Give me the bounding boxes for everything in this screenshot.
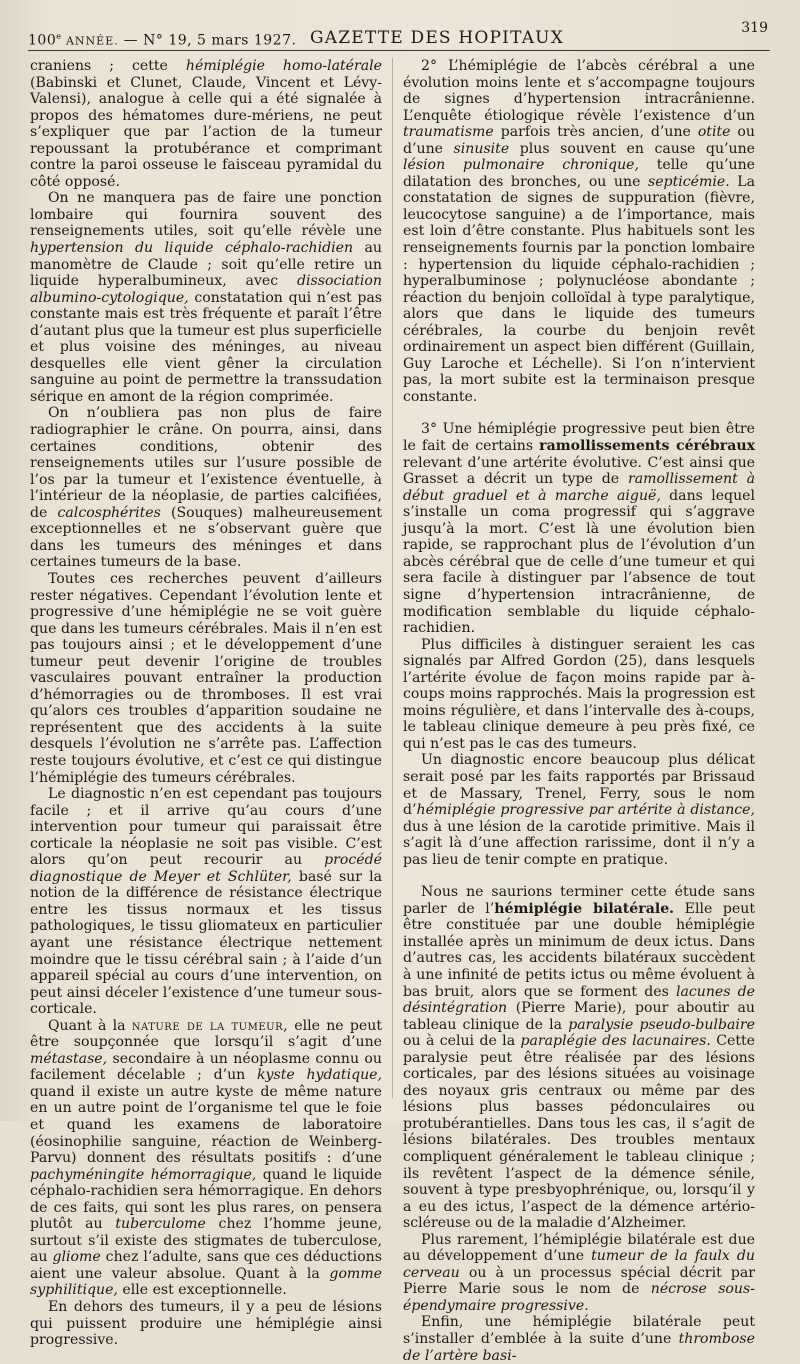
header-rule (28, 50, 770, 51)
paragraph (403, 1314, 755, 1364)
text-run: ou d’une (403, 124, 755, 157)
bold-run: ramollissements cérébraux (539, 438, 755, 455)
text-run: Plus difficiles à distinguer seraient les cas signalés par Alfred Gordon (25), dans lesquels l’artérite évolue de façon moins rapide par à-coups moins rapprochés. Mais la progression est moins régulière, et dans l’intervalle des à-coups, le tableau clinique demeure à peu près fixé, ce qui n’est pas le cas des tumeurs. (403, 636, 755, 752)
text-run: elle ne peut être soupçonnée que lorsqu’il s’agit d’une (30, 1017, 382, 1051)
journal-title: GAZETTE DES HOPITAUX (310, 28, 565, 48)
text-run: ou à un processus spécial décrit par Pierre Marie sous le nom de (403, 1264, 755, 1298)
italic-run: hypertension du liquide céphalo-rachidien (30, 240, 354, 257)
paragraph (30, 571, 382, 786)
text-run: Un diagnostic encore beaucoup plus délicat serait posé par les faits rapportés par Brissaud et de Massary, Trenel, Ferry, sous le nom d’ (403, 752, 755, 819)
italic-run: gomme syphilitique, (30, 1265, 382, 1299)
bold-run: hémiplégie bilatérale. (494, 900, 675, 917)
text-run: craniens ; cette (30, 58, 186, 74)
italic-run: kyste hydatique, (256, 1067, 382, 1084)
italic-run: thrombose de l’artère basi- (403, 1331, 755, 1364)
text-run: chez l’homme jeune, surtout s’il existe des stigmates de tuberculose, au (30, 1216, 383, 1266)
text-run: On ne manquera pas de faire une ponction lombaire qui fournira souvent des renseignements utiles, soit qu’elle révèle une (30, 190, 382, 240)
text-run: dans lequel s’installe un coma progressif qui s’aggrave jusqu’à la mort. C’est là une évolution bien rapide, se rapprochant plus de l’évolution d’un abcès cérébral que de celle d’une tumeur et qui sera facile à distinguer par l’absence de tout signe d’hypertension intracrânienne, de modification semblable du liquide céphalo-rachidien. (403, 487, 755, 637)
paragraph (30, 1018, 382, 1299)
italic-run: procédé diagnostique de Meyer et Schlüter, (30, 852, 382, 885)
text-run: Nous ne saurions terminer cette étude sans parler de l’ (403, 884, 755, 917)
column-divider (392, 58, 393, 1098)
text-run: (Souques) malheureusement exceptionnelles et ne s’observant guère que dans les tumeurs des méninges et dans certaines tumeurs de la base. (30, 504, 382, 571)
text-run: 2° L’hémiplégie de l’abcès cérébral a une évolution moins lente et s’accompagne toujours de signes d’hypertension intracrânienne. L’enquête étiologique révèle l’existence d’un (403, 58, 755, 124)
text-run: Cette paralysie peut être réalisée par des lésions corticales, par des lésions situées au voisinage des noyaux gris centraux ou même par des lésions plus basses pédonculaires ou protubérantielles. Dans tous les cas, il s’agit de lésions bilatérales. Des troubles mentaux compliquent généralement le tableau clinique ; ils revêtent l’aspect de la démence sénile, souvent à type presbyophrénique, ou, lorsqu’il y a eu des ictus, l’aspect de la démence artério-scléreuse ou de la maladie d’Alzheimer. (403, 1033, 755, 1232)
page-header (28, 14, 790, 54)
text-run: (Babinski et Clunet, Claude, Vincent et Lévy-Valensi), analogue à celle qui a été signalée à propos des hématomes dure-mériens, ne peut s’expliquer que par l’action de la tumeur repoussant la protubérance et comprimant contre la paroi osseuse le faisceau pyramidal du côté opposé. (30, 74, 382, 190)
text-run: chez l’adulte, sans que ces déductions aient une valeur absolue. Quant à la (30, 1249, 382, 1282)
year-label: ANNÉE. (61, 34, 119, 48)
italic-run: lacunes de désintégration (403, 983, 755, 1017)
left-column (30, 58, 382, 1349)
paragraph (30, 190, 382, 405)
italic-run: traumatisme (403, 124, 494, 141)
text-run: Toutes ces recherches peuvent d’ailleurs rester négatives. Cependant l’évolution lente et progressive d’une hémiplégie ne se voit guère que dans les tumeurs cérébrales. Mais il n’en est pas toujours ainsi ; et le développement d’une tumeur peut devenir l’origine de troubles vasculaires pouvant entraîner la production d’hémorragies ou de thromboses. Il est vrai qu’alors ces troubles d’apparition soudaine ne représentent que des accidents à la suite desquels l’évolution ne s’arrête pas. L’affection reste toujours évolutive, et c’est ce qui distingue l’hémiplégie des tumeurs cérébrales. (30, 570, 382, 786)
italic-run: hémiplégie homo-latérale (185, 58, 383, 74)
italic-run: tumeur de la faulx du cerveau (403, 1248, 756, 1281)
italic-run: gliome (52, 1249, 101, 1266)
text-run: En dehors des tumeurs, il y a peu de lésions qui puissent produire une hémiplégie ainsi progressive. (30, 1299, 382, 1349)
italic-run: paralysie pseudo-bulbaire (568, 1016, 755, 1033)
text-run: ou à celui de la (403, 1033, 521, 1050)
italic-run: paraplégie des lacunaires. (520, 1033, 711, 1050)
text-run: 3° Une hémiplégie progressive peut bien être le fait de certains (403, 421, 755, 455)
italic-run: sinusite (453, 140, 510, 157)
paragraph (30, 1299, 382, 1349)
italic-run: ramollissement à début graduel et à marche aiguë, (403, 471, 755, 504)
text-run: elle est exceptionnelle. (117, 1282, 287, 1299)
text-run: dus à une lésion de la carotide primitive. Mais il s’agit là d’une affection rarissime, dont il n’y a pas lieu de tenir compte en pratique. (403, 818, 755, 868)
paragraph (403, 884, 755, 1231)
text-run: quand il existe un autre kyste de même nature en un autre point de l’organisme tel que le foie et quand les examens de laboratoire (éosinophilie sanguine, réaction de Weinberg-Parvu) donnent des résultats positifs : d’une (30, 1083, 382, 1167)
paragraph (403, 1232, 755, 1315)
italic-run: dissociation albumino-cytologique, (30, 273, 382, 306)
italic-run: lésion pulmonaire chronique, (403, 157, 639, 174)
italic-run: otite (697, 124, 731, 141)
text-run: La constatation de signes de suppuration (fièvre, leucocytose sanguine) a de l’importance, mais est loin d’être constante. Plus habituels sont les renseignements fournis par la ponction lombaire : hypertension du liquide céphalo-rachidien ; hyperalbuminose ; polynucléose abondante ; réaction du benjoin colloïdal à type paralytique, alors que dans le liquide des tumeurs cérébrales, la courbe du benjoin revêt ordinairement un aspect bien différent (Guillain, Guy Laroche et Léchelle). Si l’on n’intervient pas, la mort subite est la terminaison presque constante. (403, 173, 755, 405)
text-run: Elle peut être constituée par une double hémiplégie installée après un minimum de deux ictus. Dans d’autres cas, les accidents bilatéraux succèdent à une infinité de petits ictus ou même évoluent à bas bruit, alors que se forment des (403, 900, 755, 1000)
text-run: basé sur la notion de la différence de résistance électrique entre les tissus normaux et les tissus pathologiques, le tissu gliomateux en particulier ayant une résistance électrique nettement moindre que le tissu cérébral sain ; à l’aide d’un appareil spécial au cours d’une intervention, on peut ainsi déceler l’existence d’une tumeur sous-corticale. (30, 868, 382, 1018)
text-run: plus souvent en cause qu’une (509, 140, 756, 157)
paragraph (403, 58, 755, 405)
paragraph (30, 405, 382, 570)
page-number: 319 (741, 20, 768, 36)
italic-run: métastase, (30, 1050, 108, 1067)
text-run: telle qu’une dilatation des bronches, ou une (403, 157, 755, 190)
italic-run: nécrose sous-épendymaire progressive. (403, 1281, 755, 1314)
text-run: Quant à la (48, 1017, 132, 1034)
italic-run: tuberculome (115, 1216, 206, 1233)
text-run: relevant d’une artérite évolutive. C’est ainsi que Grasset a décrit un type de (403, 454, 755, 488)
text-run: Plus rarement, l’hémiplégie bilatérale est due au développement d’une (403, 1231, 755, 1265)
paragraph (403, 637, 755, 753)
text-run: secondaire à un néoplasme connu ou facilement décelable ; d’un (30, 1050, 382, 1084)
italic-run: septicémie. (647, 173, 730, 190)
text-run: parfois très ancien, d’une (493, 124, 698, 141)
year-suffix: e (56, 32, 62, 41)
paragraph (30, 786, 382, 1018)
text-run: Enfin, une hémiplégie bilatérale peut s’installer d’emblée à la suite d’une (403, 1314, 755, 1348)
text-run: (Pierre Marie), pour aboutir au tableau clinique de la (403, 1000, 755, 1033)
italic-run: pachyméningite hémorragique, (30, 1166, 257, 1183)
italic-run: calcosphérites (57, 504, 161, 521)
issue-info (28, 32, 296, 49)
text-run: constatation qui n’est pas constante mais est très fréquente et paraît l’être d’autant plus que la tumeur est plus superficielle et plus voisine des méninges, au niveau desquelles elle vient gêner la circulation sanguine au point de permettre la transsudation sérique en amont de la région comprimée. (30, 289, 382, 405)
smallcaps-run: nature de la tumeur, (131, 1017, 289, 1034)
text-run: au manomètre de Claude ; soit qu’elle retire un liquide hyperalbumineux, avec (30, 240, 382, 290)
text-run: quand le liquide céphalo-rachidien sera hémorragique. En dehors de ces faits, qui sont les plus rares, on pensera plutôt au (30, 1166, 382, 1233)
text-run: Le diagnostic n’en est cependant pas toujours facile ; et il arrive qu’au cours d’une intervention pour tumeur qui paraissait être corticale la néoplasie ne soit pas visible. C’est alors qu’on peut recourir au (30, 786, 382, 869)
year-number: 100 (28, 32, 57, 49)
right-column (403, 58, 755, 1364)
paragraph (403, 421, 755, 636)
issue-number-date: — N° 19, 5 mars 1927. (118, 32, 297, 49)
paragraph (403, 752, 755, 868)
italic-run: hémiplégie progressive par artérite à distance, (416, 802, 755, 819)
text-run: On n’oubliera pas non plus de faire radiographier le crâne. On pourra, ainsi, dans certaines conditions, obtenir des renseignements utiles sur l’usure possible de l’os par la tumeur et l’existence éventuelle, à l’intérieur de la néoplasie, de parties calcifiées, de (30, 405, 382, 521)
paragraph (30, 58, 382, 190)
